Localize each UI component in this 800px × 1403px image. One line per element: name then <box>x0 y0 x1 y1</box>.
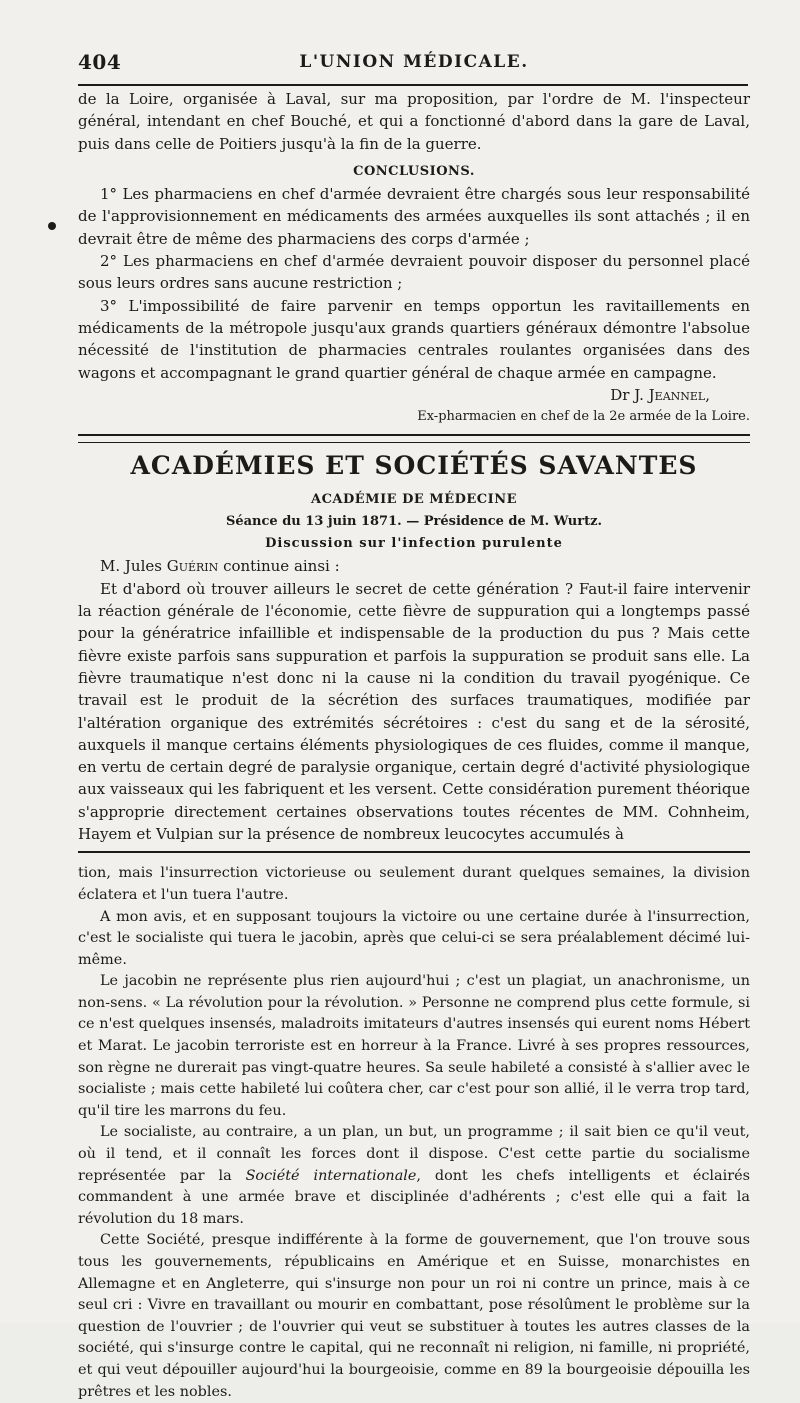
discussion-topic: Discussion sur l'infection purulente <box>265 536 563 552</box>
feuilleton <box>78 863 750 1403</box>
conclusion-2: 2° Les pharmaciens en chef d'armée devraient pouvoir disposer du personnel placé sous leurs ordres sans aucune restriction ; <box>78 252 750 293</box>
article-intro: de la Loire, organisée à Laval, sur ma proposition, par l'ordre de M. l'inspecteur général, intendant en chef Bouché, et qui a fonctionné d'abord dans la gare de Laval, puis dans celle de Poitiers jusqu'à la fin de la guerre. <box>78 90 750 153</box>
journal-title: L'UNION MÉDICALE. <box>299 52 529 72</box>
page-header <box>78 46 750 80</box>
feuilleton-p2: A mon avis, et en supposant toujours la victoire ou une certaine durée à l'insurrection, c'est le socialiste qui tuera le jacobin, après que celui-ci se sera préalablement décimé lui-même. <box>78 908 750 968</box>
feuilleton-p3: Le jacobin ne représente plus rien aujourd'hui ; c'est un plagiat, un anachronisme, un non-sens. « La révolution pour la révolution. » Personne ne comprend plus cette formule, si ce n'est quelques insensés, maladroits imitateurs d'autres insensés qui eurent noms Hébert et Marat. Le jacobin terroriste est en horreur à la France. Livré à ses propres ressources, son règne ne durerait pas vingt-quatre heures. Sa seule habileté a consisté à s'allier avec le socialiste ; mais cette habileté lui coûtera cher, car c'est pour son allié, il le verra trop tard, qu'il tire les marrons du feu. <box>78 973 750 1119</box>
section-title: ACADÉMIES ET SOCIÉTÉS SAVANTES <box>130 451 698 481</box>
discussion-body: Et d'abord où trouver ailleurs le secret de cette génération ? Faut-il faire intervenir la réaction générale de l'économie, cette fièvre de suppuration qui a longtemps passé pour la génératrice infaillible et indispensable de la production du pus ? Mais cette fièvre existe parfois sans suppuration et parfois la suppuration se produit sans elle. La fièvre traumatique n'est donc ni la cause ni la condition du travail pyogénique. Ce travail est le produit de la sécrétion des surfaces traumatiques, modifiée par l'altération organique des extrémités sécrétoires : c'est du sang et de la sérosité, auxquels il manque certains éléments physiologiques de ces fluides, comme il manque, en vertu de certain degré de paralysie organique, certain degré d'activité physiologique aux vaisseaux qui les fabriquent et les versent. Cette considération purement théorique s'approprie directement certaines observations toutes récentes de MM. Cohnheim, Hayem et Vulpian sur la présence de nombreux leucocytes accumulés à <box>78 579 750 844</box>
speaker-suffix: continue ainsi : <box>223 557 340 576</box>
section-divider <box>78 434 750 443</box>
signature-name: J. Jeannel, <box>634 385 710 404</box>
signature-role: Ex-pharmacien en chef de la 2e armée de la Loire. <box>417 409 750 425</box>
seance-line: Séance du 13 juin 1871. — Présidence de M. Wurtz. <box>225 514 603 530</box>
feuilleton-p4-a: Le socialiste, au contraire, a un plan, un but, un programme ; il sait bien ce qu'il veut, où il tend, et il connaît les forces dont il dispose. C'est cette partie du socialisme représentée par la <box>78 1124 750 1184</box>
feuilleton-p1: tion, mais l'insurrection victorieuse ou seulement durant quelques semaines, la division éclatera et l'un tuera l'autre. <box>78 865 750 903</box>
conclusion-1: 1° Les pharmaciens en chef d'armée devraient être chargés sous leur responsabilité de l'approvisionnement en médicaments des armées auxquelles ils sont attachés ; il en devrait être de même des pharmaciens des corps d'armée ; <box>78 185 750 248</box>
feuilleton-p5: Cette Société, presque indifférente à la forme de gouvernement, que l'on trouve sous tous les gouvernements, républicains en Amérique et en Suisse, monarchistes en Allemagne et en Angleterre, qui s'insurge non pour un roi ni contre un prince, mais à ce seul cri : Vivre en travaillant ou mourir en combattant, pose résolûment le problème sur la question de l'ouvrier ; de l'ouvrier qui veut se substituer à toutes les autres classes de la société, qui s'insurge contre le capital, qui ne reconnaît ni religion, ni famille, ni propriété, et qui veut dépouiller aujourd'hui la bourgeoisie, comme en 89 la bourgeoisie dépouilla les prêtres et les nobles. <box>78 1232 750 1400</box>
speaker-name: Guérin <box>166 557 219 576</box>
feuilleton-p4-italic: Société internationale <box>245 1167 417 1184</box>
speaker-line <box>78 555 750 577</box>
conclusion-3: 3° L'impossibilité de faire parvenir en temps opportun les ravitaillements en médicaments de la métropole jusqu'aux grands quartiers généraux démontre l'absolue nécessité de l'institution de pharmacies centrales roulantes organisées dans des wagons et accompagnant le grand quartier général de chaque armée en campagne. <box>78 296 750 382</box>
feuilleton-p4-b: , dont les chefs intelligents et éclairés commandent à une armée brave et disciplinée d'adhérents ; c'est elle qui a fait la révolution du 18 mars. <box>78 1167 750 1227</box>
header-rule <box>78 84 748 86</box>
page-number: 404 <box>78 50 122 74</box>
conclusions-title: CONCLUSIONS. <box>353 163 475 179</box>
signature-title: Dr <box>610 385 630 404</box>
feuilleton-divider <box>78 851 750 853</box>
main-content <box>78 88 750 1403</box>
feuilleton-p4 <box>78 1122 750 1230</box>
signature <box>78 384 750 406</box>
academy-subtitle: ACADÉMIE DE MÉDECINE <box>310 492 517 508</box>
speaker-prefix: M. Jules <box>100 557 162 576</box>
margin-mark-icon <box>48 222 56 230</box>
